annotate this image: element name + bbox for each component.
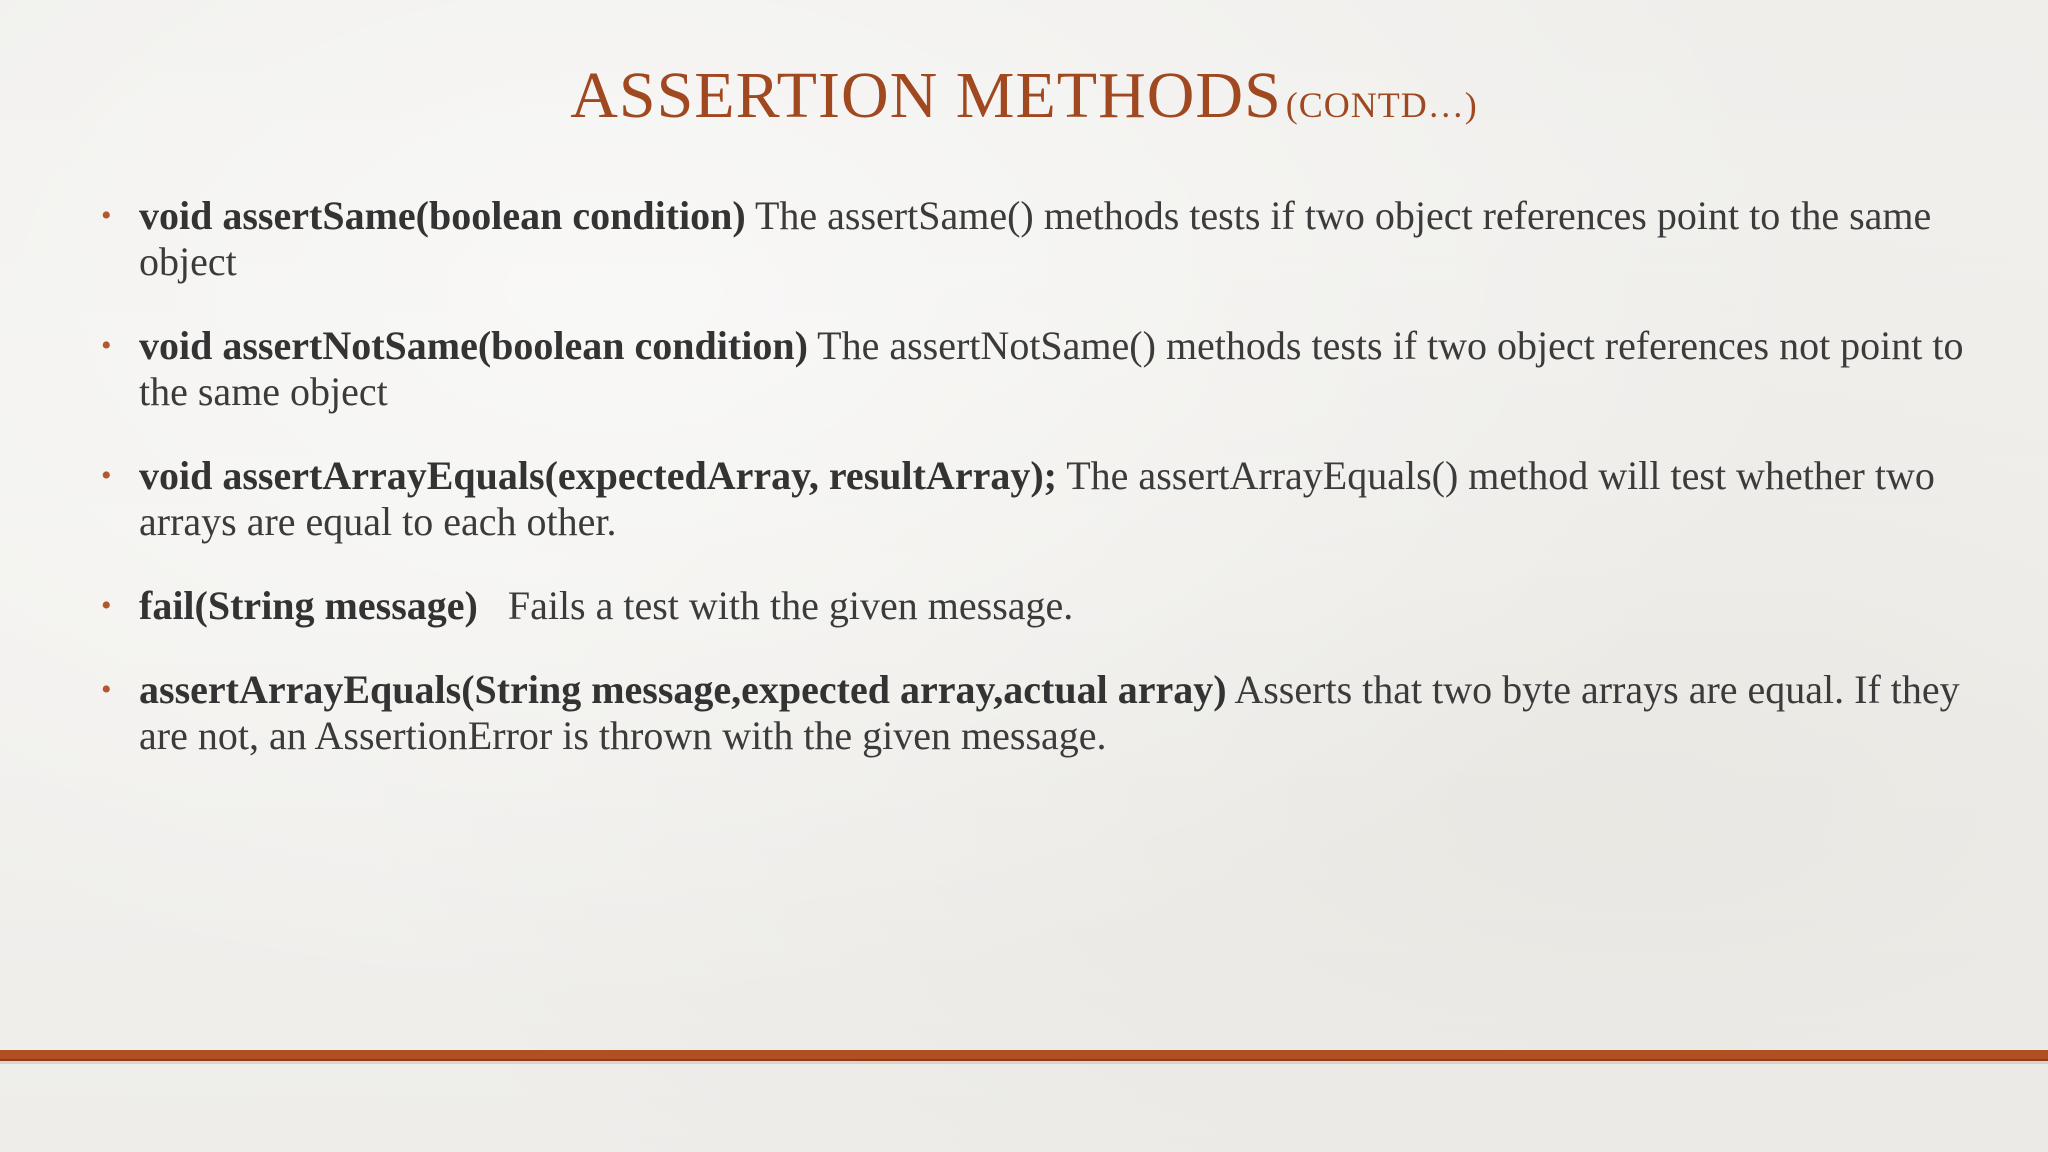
bullet-item-assert-array-equals-message bbox=[98, 667, 1998, 759]
bullet-item-assert-array-equals bbox=[98, 453, 1998, 545]
title-main-text: ASSERTION METHODS bbox=[570, 59, 1282, 132]
bullet-marker: • bbox=[101, 199, 112, 232]
bullet-item-assert-same bbox=[98, 193, 1998, 285]
bullet-marker: • bbox=[101, 673, 112, 706]
bullet-description: Fails a test with the given message. bbox=[477, 583, 1074, 628]
bullet-description: The assertSame() methods tests if two object references point to the same object bbox=[139, 193, 1932, 284]
bullet-term: fail(String message) bbox=[139, 583, 478, 628]
bottom-accent-rule bbox=[0, 1050, 2048, 1061]
bullet-description: The assertArrayEquals() method will test whether two arrays are equal to each other. bbox=[139, 453, 1935, 544]
bottom-rule-shadow bbox=[0, 1061, 2048, 1064]
bullet-description: The assertNotSame() methods tests if two object references not point to the same object bbox=[139, 323, 1964, 414]
bullet-term: void assertSame(boolean condition) bbox=[139, 193, 746, 238]
bullet-marker: • bbox=[101, 459, 112, 492]
bullet-marker: • bbox=[101, 589, 112, 622]
bullet-term: void assertNotSame(boolean condition) bbox=[139, 323, 808, 368]
slide-title bbox=[0, 58, 2048, 134]
bullet-term: assertArrayEquals(String message,expected array,actual array) bbox=[139, 667, 1227, 712]
bullet-item-fail bbox=[98, 583, 1998, 629]
bullet-list bbox=[98, 193, 1998, 797]
bullet-marker: • bbox=[101, 329, 112, 362]
bullet-term: void assertArrayEquals(expectedArray, resultArray); bbox=[139, 453, 1057, 498]
title-suffix-text: (CONTD…) bbox=[1285, 85, 1478, 125]
bullet-description: Asserts that two byte arrays are equal. If they are not, an AssertionError is thrown with the given message. bbox=[139, 667, 1960, 758]
bullet-item-assert-not-same bbox=[98, 323, 1998, 415]
